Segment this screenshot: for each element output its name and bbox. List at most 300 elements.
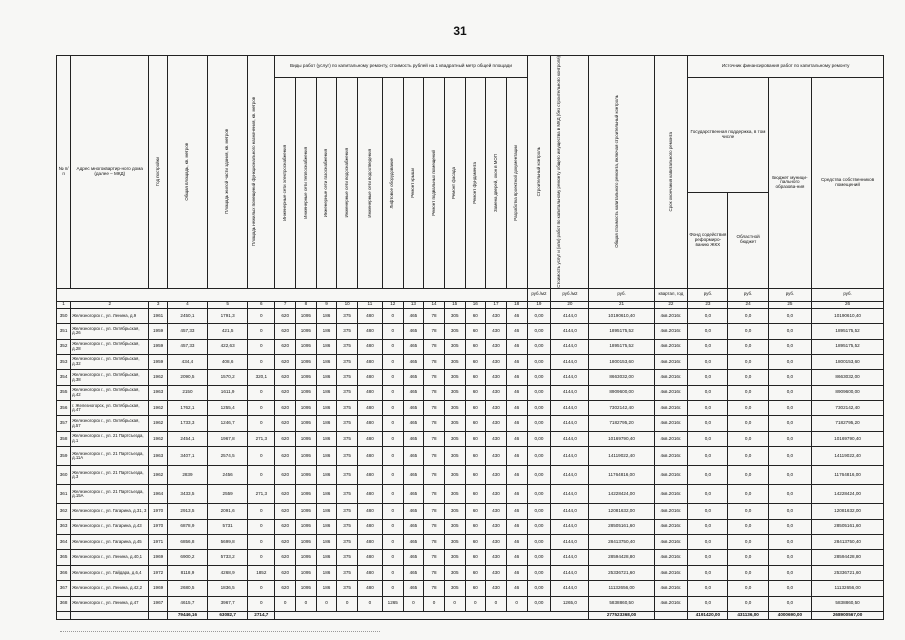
row-fund: 0,0 [688, 385, 728, 400]
row-municipal: 0,0 [768, 504, 811, 519]
row-total-cost: 8909600,00 [589, 385, 654, 400]
row-work-cost: 465 [403, 485, 424, 504]
row-stroy-control: 0,00 [527, 466, 551, 485]
row-nonres-area: 271,3 [248, 485, 275, 504]
row-work-cost: 375 [337, 431, 358, 446]
row-number: 367 [57, 581, 71, 596]
row-work-cost: 186 [316, 504, 337, 519]
row-total-cost: 11764816,00 [589, 466, 654, 485]
row-work-cost: 430 [486, 466, 507, 485]
row-work-cost: 0 [382, 385, 403, 400]
row-work-cost: 465 [403, 431, 424, 446]
row-regional: 0,0 [728, 466, 768, 485]
column-number: 1 [57, 301, 71, 308]
row-address: Железногорск г., ул. Ленина, д.42,2 [71, 581, 149, 596]
header-deadline: Срок окончания капитального ремонта [654, 56, 688, 289]
column-number: 21 [589, 301, 654, 308]
row-work-cost: 1095 [296, 550, 317, 565]
row-municipal: 0,0 [768, 401, 811, 416]
row-year: 1971 [149, 535, 167, 550]
row-work-cost: 186 [316, 485, 337, 504]
row-year: 1964 [149, 485, 167, 504]
row-fund: 0,0 [688, 324, 728, 339]
row-municipal: 0,0 [768, 324, 811, 339]
row-address: Железногорск г., ул. 21 Партсъезда, д.3 [71, 466, 149, 485]
row-work-cost: 60 [465, 466, 486, 485]
row-year: 1959 [149, 339, 167, 354]
row-work-cost: 620 [275, 535, 296, 550]
row-living-area: 1611,9 [208, 385, 248, 400]
row-work-cost: 465 [403, 324, 424, 339]
row-work-cost: 0 [382, 308, 403, 323]
row-living-area: 1246,7 [208, 416, 248, 431]
row-regional: 0,0 [728, 504, 768, 519]
row-total-area: 8118,9 [167, 565, 207, 580]
row-deadline: 4кв.2016г. [654, 416, 688, 431]
row-work-cost: 60 [465, 504, 486, 519]
row-work-cost: 480 [357, 519, 382, 534]
row-owners: 28413750,40 [812, 535, 884, 550]
row-cost-per-m2: 4144,0 [551, 339, 589, 354]
row-work-cost: 46 [506, 535, 527, 550]
row-cost-per-m2: 4144,0 [551, 431, 589, 446]
row-work-cost: 620 [275, 416, 296, 431]
row-work-cost: 430 [486, 431, 507, 446]
row-stroy-control: 0,00 [527, 324, 551, 339]
row-work-cost: 620 [275, 485, 296, 504]
row-total-cost: 14119022,40 [589, 447, 654, 466]
row-nonres-area: 0 [248, 581, 275, 596]
row-work-cost: 1265 [382, 596, 403, 611]
row-work-cost: 60 [465, 581, 486, 596]
row-regional: 0,0 [728, 370, 768, 385]
row-work-cost: 375 [337, 485, 358, 504]
row-work-cost: 46 [506, 416, 527, 431]
row-work-cost: 375 [337, 324, 358, 339]
row-work-cost: 465 [403, 401, 424, 416]
row-number: 357 [57, 416, 71, 431]
row-work-cost: 78 [424, 535, 445, 550]
header-work-type: Замена дверей, окон в МОП [486, 78, 507, 289]
row-deadline: 4кв.2016г. [654, 354, 688, 369]
row-address: Железногорск г., ул. 21 Партсъезда, д.11А [71, 447, 149, 466]
table-row [57, 370, 884, 385]
table-row [57, 596, 884, 611]
row-total-cost: 7182795,20 [589, 416, 654, 431]
row-work-cost: 78 [424, 550, 445, 565]
row-nonres-area: 0 [248, 308, 275, 323]
row-total-area: 457,33 [167, 339, 207, 354]
row-work-cost: 620 [275, 581, 296, 596]
row-deadline: 4кв.2016г. [654, 596, 688, 611]
row-total-cost: 8663032,00 [589, 370, 654, 385]
column-number: 4 [167, 301, 207, 308]
row-address: Железногорск г., ул. Гагарина, д.45 [71, 535, 149, 550]
row-living-area: 4268,9 [208, 565, 248, 580]
row-municipal: 0,0 [768, 354, 811, 369]
row-work-cost: 60 [465, 370, 486, 385]
row-year: 1963 [149, 447, 167, 466]
row-number: 351 [57, 324, 71, 339]
row-address: Железногорск г., ул. Октябрьская, д.42 [71, 385, 149, 400]
row-work-cost: 430 [486, 565, 507, 580]
row-deadline: 4кв.2016г. [654, 504, 688, 519]
row-owners: 11764816,00 [812, 466, 884, 485]
row-total-cost: 14228424,00 [589, 485, 654, 504]
row-municipal: 0,0 [768, 596, 811, 611]
row-work-cost: 620 [275, 370, 296, 385]
row-work-cost: 78 [424, 519, 445, 534]
row-regional: 0,0 [728, 565, 768, 580]
row-total-area: 3407,1 [167, 447, 207, 466]
row-nonres-area: 271,3 [248, 431, 275, 446]
column-number: 24 [728, 301, 768, 308]
row-work-cost: 305 [444, 504, 465, 519]
row-work-cost: 0 [316, 596, 337, 611]
row-work-cost: 480 [357, 565, 382, 580]
row-address: Железногорск г., ул. Гагарина, д.31, 3 [71, 504, 149, 519]
row-work-cost: 60 [465, 565, 486, 580]
row-total-area: 4615,7 [167, 596, 207, 611]
row-work-cost: 78 [424, 324, 445, 339]
municipal-sum: 4000690,00 [768, 612, 811, 620]
row-work-cost: 0 [465, 596, 486, 611]
row-living-area: 5731 [208, 519, 248, 534]
column-number: 8 [296, 301, 317, 308]
row-work-cost: 430 [486, 385, 507, 400]
totals-row [57, 612, 884, 620]
row-work-cost: 430 [486, 485, 507, 504]
regional-sum: 431136,00 [728, 612, 768, 620]
row-address: Железногорск г., ул. 21 Партсъезда, д.1 [71, 431, 149, 446]
row-work-cost: 186 [316, 354, 337, 369]
row-municipal: 0,0 [768, 535, 811, 550]
row-number: 363 [57, 519, 71, 534]
row-nonres-area: 0 [248, 339, 275, 354]
row-work-cost: 78 [424, 354, 445, 369]
row-regional: 0,0 [728, 354, 768, 369]
row-work-cost: 186 [316, 385, 337, 400]
row-work-cost: 60 [465, 535, 486, 550]
row-work-cost: 620 [275, 431, 296, 446]
row-regional: 0,0 [728, 339, 768, 354]
row-owners: 10190610,40 [812, 308, 884, 323]
row-work-cost: 430 [486, 519, 507, 534]
column-number: 13 [403, 301, 424, 308]
row-work-cost: 430 [486, 324, 507, 339]
row-number: 362 [57, 504, 71, 519]
row-work-cost: 186 [316, 519, 337, 534]
row-work-cost: 78 [424, 385, 445, 400]
row-address: Железногорск г., ул. Октябрьская, д.38 [71, 370, 149, 385]
row-living-area: 1791,3 [208, 308, 248, 323]
row-deadline: 4кв.2016г. [654, 485, 688, 504]
row-deadline: 4кв.2016г. [654, 466, 688, 485]
row-work-cost: 1095 [296, 308, 317, 323]
row-regional: 0,0 [728, 550, 768, 565]
row-work-cost: 305 [444, 485, 465, 504]
row-work-cost: 60 [465, 401, 486, 416]
row-fund: 0,0 [688, 565, 728, 580]
row-work-cost: 60 [465, 485, 486, 504]
row-work-cost: 465 [403, 339, 424, 354]
row-work-cost: 620 [275, 519, 296, 534]
row-work-cost: 0 [382, 354, 403, 369]
unit-label: руб. [768, 288, 811, 301]
row-municipal: 0,0 [768, 385, 811, 400]
row-nonres-area: 1852 [248, 565, 275, 580]
row-work-cost: 1095 [296, 485, 317, 504]
row-work-cost: 78 [424, 308, 445, 323]
header-owners: Средства собственников помещений [812, 78, 884, 289]
header-work-type: Инженерные сети газоснабжения [316, 78, 337, 289]
row-nonres-area: 0 [248, 535, 275, 550]
row-work-cost: 620 [275, 324, 296, 339]
table-row [57, 550, 884, 565]
column-number: 25 [768, 301, 811, 308]
row-living-area: 1836,5 [208, 581, 248, 596]
row-work-cost: 186 [316, 581, 337, 596]
row-living-area: 2091,6 [208, 504, 248, 519]
row-deadline: 4кв.2016г. [654, 519, 688, 534]
row-total-area: 1733,3 [167, 416, 207, 431]
row-work-cost: 375 [337, 581, 358, 596]
row-work-cost: 0 [382, 519, 403, 534]
row-owners: 1895175,52 [812, 339, 884, 354]
table-row [57, 416, 884, 431]
row-owners: 8663032,00 [812, 370, 884, 385]
row-work-cost: 430 [486, 354, 507, 369]
row-living-area: 3967,7 [208, 596, 248, 611]
row-total-area: 6878,9 [167, 519, 207, 534]
row-fund: 0,0 [688, 466, 728, 485]
row-work-cost: 60 [465, 354, 486, 369]
row-fund: 0,0 [688, 431, 728, 446]
row-work-cost: 60 [465, 431, 486, 446]
row-total-cost: 1800153,60 [589, 354, 654, 369]
row-work-cost: 305 [444, 416, 465, 431]
row-regional: 0,0 [728, 535, 768, 550]
row-work-cost: 305 [444, 519, 465, 534]
unit-label: руб. [812, 288, 884, 301]
row-work-cost: 430 [486, 416, 507, 431]
row-living-area: 422,63 [208, 339, 248, 354]
row-nonres-area: 0 [248, 466, 275, 485]
row-total-area: 6856,8 [167, 535, 207, 550]
row-owners: 5838860,50 [812, 596, 884, 611]
row-regional: 0,0 [728, 385, 768, 400]
row-work-cost: 480 [357, 370, 382, 385]
header-total-area: Общая площадь, кв. метров [167, 56, 207, 289]
row-work-cost: 0 [506, 596, 527, 611]
row-municipal: 0,0 [768, 581, 811, 596]
row-work-cost: 375 [337, 416, 358, 431]
column-number: 10 [337, 301, 358, 308]
row-deadline: 4кв.2016г. [654, 370, 688, 385]
row-work-cost: 1095 [296, 324, 317, 339]
row-fund: 0,0 [688, 401, 728, 416]
row-work-cost: 1095 [296, 416, 317, 431]
row-work-cost: 60 [465, 519, 486, 534]
table-row [57, 485, 884, 504]
row-work-cost: 480 [357, 385, 382, 400]
row-total-area: 3433,5 [167, 485, 207, 504]
row-work-cost: 620 [275, 565, 296, 580]
row-total-cost: 28413750,40 [589, 535, 654, 550]
row-total-cost: 25336721,60 [589, 565, 654, 580]
row-number: 360 [57, 466, 71, 485]
row-address: Железногорск г., ул. Октябрьская, д.26 [71, 324, 149, 339]
row-work-cost: 375 [337, 370, 358, 385]
row-living-area: 408,6 [208, 354, 248, 369]
row-number: 365 [57, 550, 71, 565]
row-work-cost: 78 [424, 485, 445, 504]
row-cost-per-m2: 4144,0 [551, 519, 589, 534]
row-work-cost: 465 [403, 535, 424, 550]
row-regional: 0,0 [728, 447, 768, 466]
row-year: 1959 [149, 324, 167, 339]
row-fund: 0,0 [688, 596, 728, 611]
row-work-cost: 375 [337, 519, 358, 534]
row-work-cost: 620 [275, 385, 296, 400]
row-cost-per-m2: 1265,0 [551, 596, 589, 611]
row-work-cost: 305 [444, 466, 465, 485]
row-work-cost: 0 [424, 596, 445, 611]
row-work-cost: 375 [337, 354, 358, 369]
table-row [57, 324, 884, 339]
row-fund: 0,0 [688, 504, 728, 519]
row-work-cost: 0 [382, 550, 403, 565]
table-row [57, 431, 884, 446]
table-row [57, 581, 884, 596]
fund-sum: 4191420,00 [688, 612, 728, 620]
row-number: 356 [57, 401, 71, 416]
row-work-cost: 305 [444, 324, 465, 339]
row-municipal: 0,0 [768, 550, 811, 565]
column-number: 14 [424, 301, 445, 308]
row-number: 361 [57, 485, 71, 504]
row-stroy-control: 0,00 [527, 308, 551, 323]
row-work-cost: 480 [357, 416, 382, 431]
row-municipal: 0,0 [768, 431, 811, 446]
row-address: Железногорск г., ул. Октябрьская, д.57 [71, 416, 149, 431]
row-work-cost: 305 [444, 447, 465, 466]
row-nonres-area: 0 [248, 416, 275, 431]
row-work-cost: 1095 [296, 401, 317, 416]
row-work-cost: 1095 [296, 519, 317, 534]
row-work-cost: 1095 [296, 504, 317, 519]
header-nonres-area: Площадь нежилых помещений функционального назначения, кв. метров [248, 56, 275, 289]
row-address: Железногорск г., ул. Ленина, д.40,1 [71, 550, 149, 565]
row-number: 359 [57, 447, 71, 466]
row-work-cost: 305 [444, 339, 465, 354]
row-stroy-control: 0,00 [527, 596, 551, 611]
row-year: 1962 [149, 416, 167, 431]
column-number: 3 [149, 301, 167, 308]
row-work-cost: 430 [486, 308, 507, 323]
row-deadline: 4кв.2016г. [654, 447, 688, 466]
row-work-cost: 480 [357, 431, 382, 446]
row-work-cost: 46 [506, 581, 527, 596]
row-work-cost: 0 [382, 535, 403, 550]
row-work-cost: 305 [444, 565, 465, 580]
row-address: г. Железногорск, ул. Октябрьская, д.47 [71, 401, 149, 416]
unit-label: руб. [589, 288, 654, 301]
row-work-cost: 0 [337, 596, 358, 611]
row-regional: 0,0 [728, 431, 768, 446]
row-year: 1969 [149, 581, 167, 596]
row-fund: 0,0 [688, 354, 728, 369]
header-gov-support: Государственная поддержка, в том числе [688, 78, 768, 193]
row-work-cost: 60 [465, 416, 486, 431]
column-number: 7 [275, 301, 296, 308]
row-stroy-control: 0,00 [527, 416, 551, 431]
row-work-cost: 46 [506, 447, 527, 466]
row-address: Железногорск г., ул. Октябрьская, д.32 [71, 354, 149, 369]
row-work-cost: 375 [337, 339, 358, 354]
row-address: Железногорск г., ул. Октябрьская, д.28 [71, 339, 149, 354]
row-cost-per-m2: 4144,0 [551, 535, 589, 550]
row-work-cost: 1095 [296, 466, 317, 485]
living-area-sum: 63082,7 [208, 612, 248, 620]
header-work-type: Ремонт крыши [403, 78, 424, 289]
row-work-cost: 78 [424, 504, 445, 519]
row-work-cost: 46 [506, 565, 527, 580]
row-regional: 0,0 [728, 485, 768, 504]
row-work-cost: 78 [424, 339, 445, 354]
page-number: 31 [453, 24, 467, 38]
row-work-cost: 186 [316, 324, 337, 339]
row-cost-per-m2: 4144,0 [551, 308, 589, 323]
row-cost-per-m2: 4144,0 [551, 447, 589, 466]
row-work-cost: 1095 [296, 385, 317, 400]
row-municipal: 0,0 [768, 447, 811, 466]
row-work-cost: 60 [465, 324, 486, 339]
header-works-group: Виды работ (услуг) по капитальному ремонту, стоимость рублей на 1 квадратный метр общей площади [275, 56, 527, 78]
row-nonres-area: 0 [248, 324, 275, 339]
row-living-area: 5699,8 [208, 535, 248, 550]
row-year: 1959 [149, 354, 167, 369]
row-year: 1969 [149, 550, 167, 565]
header-cost-per-m2: Стоимость услуг и (или) работ по капитальному ремонту общего имущества в МКД (без строительного контроля) [551, 56, 589, 289]
row-deadline: 4кв.2016г. [654, 535, 688, 550]
row-work-cost: 620 [275, 550, 296, 565]
row-cost-per-m2: 4144,0 [551, 370, 589, 385]
row-work-cost: 620 [275, 466, 296, 485]
row-work-cost: 46 [506, 401, 527, 416]
row-deadline: 4кв.2016г. [654, 401, 688, 416]
row-year: 1962 [149, 401, 167, 416]
row-nonres-area: 0 [248, 504, 275, 519]
page-bottom-artifact [60, 631, 380, 634]
row-living-area: 2574,5 [208, 447, 248, 466]
row-work-cost: 375 [337, 535, 358, 550]
row-work-cost: 46 [506, 550, 527, 565]
header-work-type: Ремонт фундамента [465, 78, 486, 289]
row-municipal: 0,0 [768, 416, 811, 431]
total-cost-sum: 277523368,00 [589, 612, 654, 620]
row-work-cost: 186 [316, 466, 337, 485]
row-total-cost: 11132656,00 [589, 581, 654, 596]
column-number: 26 [812, 301, 884, 308]
header-work-type: Инженерные сети электроснабжения [275, 78, 296, 289]
row-total-cost: 12081632,00 [589, 504, 654, 519]
row-work-cost: 186 [316, 535, 337, 550]
table-row [57, 385, 884, 400]
row-work-cost: 78 [424, 401, 445, 416]
row-living-area: 421,5 [208, 324, 248, 339]
row-cost-per-m2: 4144,0 [551, 354, 589, 369]
